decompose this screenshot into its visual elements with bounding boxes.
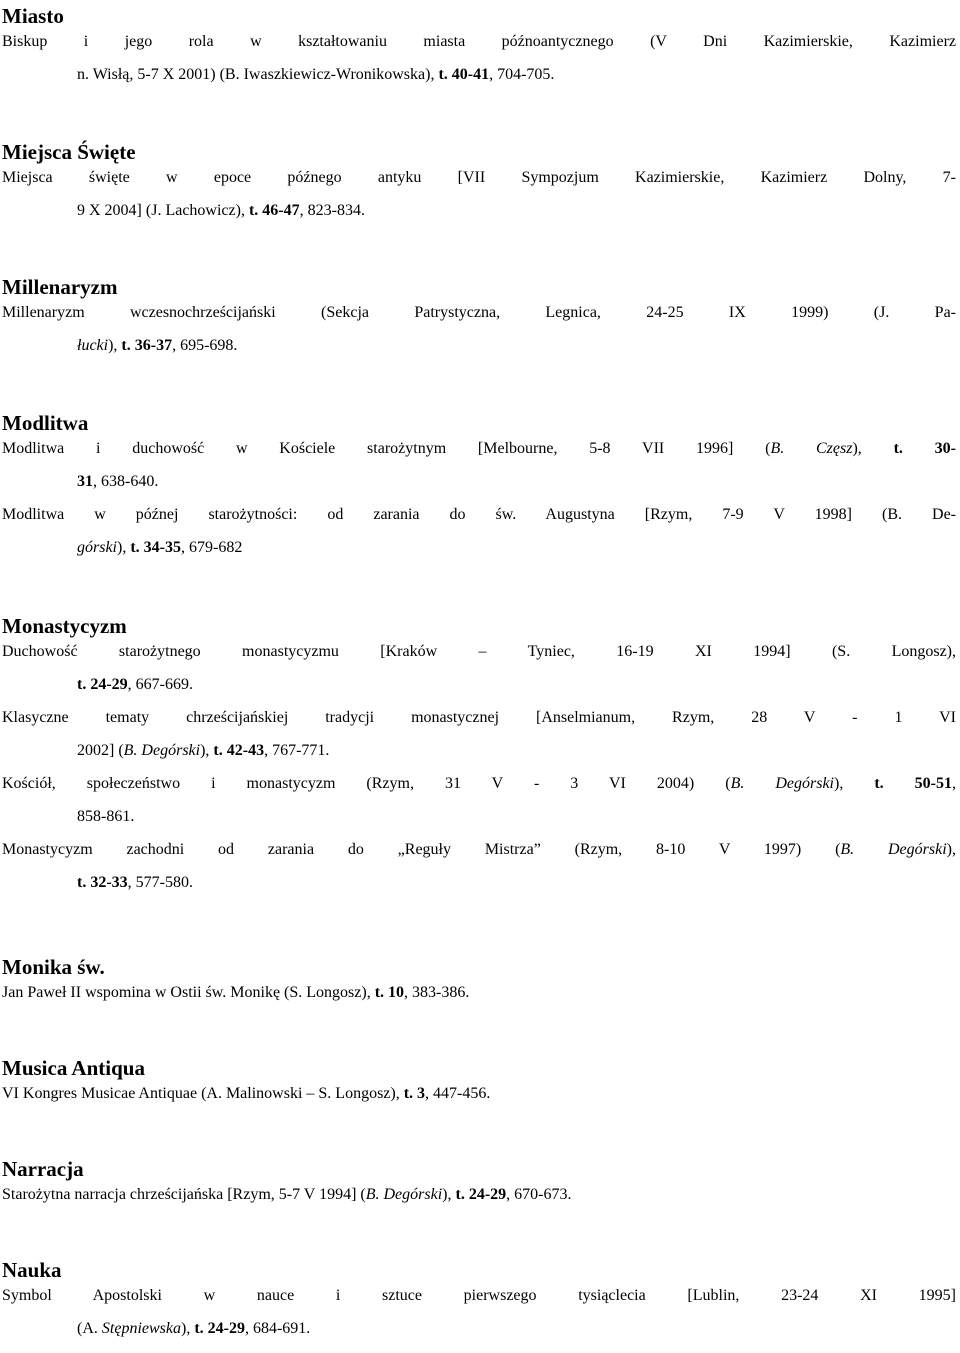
index-entry bbox=[2, 506, 956, 572]
index-section bbox=[2, 0, 956, 99]
entry-first-line bbox=[2, 506, 956, 539]
volume-number: t. 42-43 bbox=[213, 742, 265, 759]
section-heading: Musica Antiqua bbox=[2, 1056, 145, 1080]
section-heading: Millenaryzm bbox=[2, 275, 118, 299]
index-entry bbox=[2, 1085, 956, 1118]
volume-number: t. 24-29 bbox=[455, 1186, 507, 1203]
entry-text: Kościół, społeczeństwo i monastycyzm (Rzym, 31 V - 3 VI 2004) ( bbox=[2, 775, 731, 792]
entry-text: ), bbox=[946, 841, 956, 858]
author-name: Stępniewska bbox=[101, 1320, 181, 1337]
index-entry bbox=[2, 709, 956, 775]
section-heading: Monastycyzm bbox=[2, 614, 127, 638]
entry-continuation-line bbox=[2, 1320, 956, 1353]
volume-number: 31 bbox=[77, 473, 93, 490]
volume-number: t. 50-51 bbox=[874, 775, 953, 792]
entry-text: ), bbox=[852, 440, 894, 457]
index-entry bbox=[2, 440, 956, 506]
index-entry bbox=[2, 1287, 956, 1353]
entry-continuation-line bbox=[2, 874, 956, 907]
entry-text: ), bbox=[200, 742, 214, 759]
entry-text: Biskup i jego rola w kształtowaniu miasta późnoantycznego (V Dni Kazimierskie, Kazimierz bbox=[2, 33, 956, 50]
index-entry bbox=[2, 643, 956, 709]
entry-first-line bbox=[2, 440, 956, 473]
volume-number: t. 34-35 bbox=[130, 539, 181, 556]
author-name: B. Częsz bbox=[770, 440, 853, 457]
entry-first-line bbox=[2, 775, 956, 808]
entry-text: ), bbox=[108, 337, 122, 354]
volume-number: t. 40-41 bbox=[438, 66, 490, 83]
entry-text: , bbox=[952, 775, 957, 792]
entry-text: 2002] ( bbox=[77, 742, 124, 759]
index-section bbox=[2, 610, 956, 907]
entry-first-line bbox=[2, 709, 956, 742]
section-heading: Modlitwa bbox=[2, 411, 89, 435]
entry-text: VI Kongres Musicae Antiquae (A. Malinowski – S. Longosz), bbox=[2, 1085, 404, 1102]
index-section bbox=[2, 951, 956, 1017]
entry-first-line bbox=[2, 1287, 956, 1320]
entry-text: , 823-834. bbox=[299, 202, 365, 219]
entry-continuation-line bbox=[2, 676, 956, 709]
entry-text: , 383-386. bbox=[404, 984, 470, 1001]
entry-text: Millenaryzm wczesnochrześcijański (Sekcja Patrystyczna, Legnica, 24-25 IX 1999) (J. Pa- bbox=[2, 304, 956, 321]
volume-number: t. 36-37 bbox=[121, 337, 173, 354]
entry-text: ), bbox=[117, 539, 131, 556]
author-name: B. Degórski bbox=[365, 1186, 443, 1203]
entry-text: Jan Paweł II wspomina w Ostii św. Monikę (S. Longosz), bbox=[2, 984, 375, 1001]
index-entry bbox=[2, 775, 956, 841]
volume-number: t. 32-33 bbox=[77, 874, 128, 891]
entry-continuation-line bbox=[2, 808, 956, 841]
entry-text: 858-861. bbox=[77, 808, 135, 825]
volume-number: t. 46-47 bbox=[248, 202, 300, 219]
entry-text: , 577-580. bbox=[127, 874, 193, 891]
entry-text: , 684-691. bbox=[244, 1320, 311, 1337]
volume-number: t. 3 bbox=[403, 1085, 426, 1102]
volume-number: t. 10 bbox=[374, 984, 405, 1001]
entry-continuation-line bbox=[2, 66, 956, 99]
entry-first-line bbox=[2, 1186, 956, 1219]
entry-first-line bbox=[2, 984, 956, 1017]
author-name: górski bbox=[77, 539, 117, 556]
entry-text: n. Wisłą, 5-7 X 2001) (B. Iwaszkiewicz-Wronikowska), bbox=[77, 66, 439, 83]
entry-text: Modlitwa w późnej starożytności: od zarania do św. Augustyna [Rzym, 7-9 V 1998] (B. De- bbox=[2, 506, 956, 523]
entry-text: , 670-673. bbox=[506, 1186, 572, 1203]
volume-number: t. 24-29 bbox=[77, 676, 128, 693]
entry-first-line bbox=[2, 643, 956, 676]
index-section bbox=[2, 1052, 956, 1118]
entry-continuation-line bbox=[2, 742, 956, 775]
entry-text: Monastycyzm zachodni od zarania do „Reguły Mistrza” (Rzym, 8-10 V 1997) ( bbox=[2, 841, 841, 858]
index-entry bbox=[2, 841, 956, 907]
index-entry bbox=[2, 33, 956, 99]
volume-number: t. 30- bbox=[893, 440, 957, 457]
entry-text: , 704-705. bbox=[489, 66, 555, 83]
entry-text: ), bbox=[834, 775, 875, 792]
entry-text: Duchowość starożytnego monastycyzmu [Kraków – Tyniec, 16-19 XI 1994] (S. Longosz), bbox=[2, 643, 956, 660]
author-name: B. Degórski bbox=[840, 841, 947, 858]
entry-first-line bbox=[2, 1085, 956, 1118]
entry-text: , 695-698. bbox=[172, 337, 238, 354]
author-name: B. Degórski bbox=[123, 742, 201, 759]
index-section bbox=[2, 136, 956, 235]
section-heading: Nauka bbox=[2, 1258, 62, 1282]
author-name: łucki bbox=[77, 337, 109, 354]
index-entry bbox=[2, 304, 956, 370]
entry-text: , 447-456. bbox=[425, 1085, 491, 1102]
entry-continuation-line bbox=[2, 337, 956, 370]
section-heading: Monika św. bbox=[2, 955, 105, 979]
entry-text: ), bbox=[442, 1186, 456, 1203]
entry-first-line bbox=[2, 841, 956, 874]
entry-text: Miejsca święte w epoce późnego antyku [VII Sympozjum Kazimierskie, Kazimierz Dolny, 7- bbox=[2, 169, 956, 186]
entry-text: (A. bbox=[77, 1320, 102, 1337]
entry-text: Starożytna narracja chrześcijańska [Rzym, 5-7 V 1994] ( bbox=[2, 1186, 366, 1203]
section-heading: Narracja bbox=[2, 1157, 84, 1181]
entry-text: Klasyczne tematy chrześcijańskiej tradycji monastycznej [Anselmianum, Rzym, 28 V - 1 VI bbox=[2, 709, 956, 726]
entry-text: , 638-640. bbox=[93, 473, 159, 490]
author-name: B. Degórski bbox=[730, 775, 834, 792]
section-heading: Miejsca Święte bbox=[2, 140, 136, 164]
index-entry bbox=[2, 169, 956, 235]
entry-first-line bbox=[2, 304, 956, 337]
entry-text: , 767-771. bbox=[264, 742, 330, 759]
section-heading: Miasto bbox=[2, 4, 64, 28]
entry-continuation-line bbox=[2, 473, 956, 506]
index-entry bbox=[2, 1186, 956, 1219]
index-section bbox=[2, 1254, 956, 1353]
entry-text: , 667-669. bbox=[127, 676, 193, 693]
volume-number: t. 24-29 bbox=[194, 1320, 245, 1337]
index-section bbox=[2, 407, 956, 572]
entry-text: Symbol Apostolski w nauce i sztuce pierwszego tysiąclecia [Lublin, 23-24 XI 1995] bbox=[2, 1287, 956, 1304]
entry-first-line bbox=[2, 33, 956, 66]
entry-text: 9 X 2004] (J. Lachowicz), bbox=[77, 202, 249, 219]
index-section bbox=[2, 1153, 956, 1219]
index-entry bbox=[2, 984, 956, 1017]
entry-continuation-line bbox=[2, 202, 956, 235]
entry-text: ), bbox=[180, 1320, 195, 1337]
entry-text: Modlitwa i duchowość w Kościele starożytnym [Melbourne, 5-8 VII 1996] ( bbox=[2, 440, 771, 457]
entry-continuation-line bbox=[2, 539, 956, 572]
index-section bbox=[2, 271, 956, 370]
entry-first-line bbox=[2, 169, 956, 202]
entry-text: , 679-682 bbox=[180, 539, 243, 556]
